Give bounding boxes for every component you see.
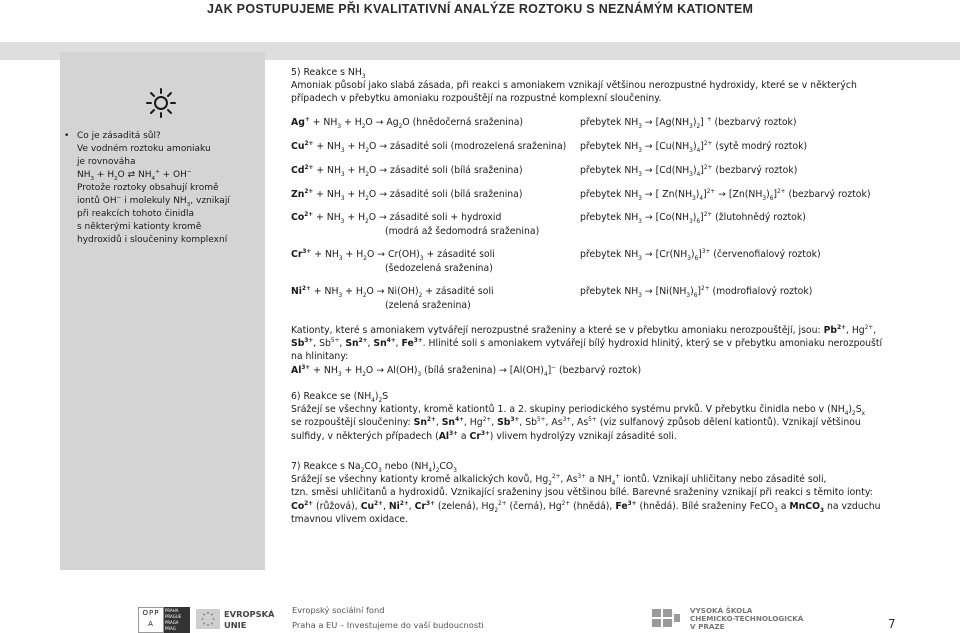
section-5-heading: 5) Reakce s $NH_3$ xyxy=(291,67,366,80)
school-line-1: VYSOKÁ ŠKOLA xyxy=(690,606,753,615)
reaction-cd-excess: přebytek $NH_3 \to [Cd(NH_3)_4]^{2+}$ (bezbarvý roztok) xyxy=(580,164,798,178)
eu-label-2: UNIE xyxy=(224,620,247,630)
reaction-co-note: (modrá až šedomodrá sraženina) xyxy=(385,226,540,237)
reaction-zn-excess: přebytek $NH_3$ → [ $Zn(NH_3)_4]^{2+} \to [Zn(NH_3)_6]^{2+}$ (bezbarvý roztok) xyxy=(580,188,871,202)
page-title: JAK POSTUPUJEME PŘI KVALITATIVNÍ ANALÝZE ROZTOKU S NEZNÁMÝM KATIONTEM xyxy=(207,2,754,16)
eu-label-1: EVROPSKÁ xyxy=(224,609,275,619)
reaction-ni: $Ni^{2+} + NH_3 + H_2O \to Ni(OH)_2$ + zásadité soli xyxy=(291,285,494,299)
page-number: 7 xyxy=(888,617,896,631)
reaction-ag-excess: přebytek $NH_3 \to [Ag(NH_3)_2]$ + (bezbarvý roztok) xyxy=(580,116,797,130)
opp-logo: OPP A xyxy=(138,607,164,633)
section-6: 6) Reakce se $(NH_4)_2S$ Srážejí se všechny kationty, kromě kationtů 1. a 2. skupiny periodického systému prvků. V přebytku činidla nebo v $(NH_4)_2S_x$ se rozpouštějí sloučeniny: $Sn^{2+}$, $Sn^{4+}$, $Hg^{2+}$, $Sb^{3+}$, $Sb^{5+}$, $As^{3+}$, $As^{5+}$ (viz sulfanový způsob dělení kationtů). Vznikají většinou sulfidy, v některých případech ($Al^{3+}$ a $Cr^{3+}$) vlivem hydrolýzy vznikají zásadité soli. xyxy=(291,390,941,443)
school-line-2: CHEMICKO-TECHNOLOGICKÁ xyxy=(690,614,804,623)
reaction-zn: $Zn^{2+} + NH_3 + H_2O$ → zásadité soli (bílá sraženina) xyxy=(291,188,523,202)
equilibrium-equation: $NH_3 + H_2O$ ⇄ $NH_4^+ + OH^-$ xyxy=(77,169,192,182)
reaction-cd: $Cd^{2+} + NH_3 + H_2O$ → zásadité soli (bílá sraženina) xyxy=(291,164,523,178)
insoluble-paragraph: Kationty, které s amoniakem vytvářejí nerozpustné sraženiny a které se v přebytku amoniaku nerozpouštějí, jsou: $Pb^{2+}$, $Hg^{2+}$, $Sb^{3+}$, $Sb^{5+}$, $Sn^{2+}$, $Sn^{4+}$, $Fe^{3+}$. Hlinité soli s amoniakem vytvářejí bílý hydroxid hlinitý, který se v přebytku amoniaku nerozpouští na hlinitany: $Al^{3+} + NH_3 + H_2O \to Al(OH)_3$ (bílá sraženina) → $[Al(OH)_4]^-$ (bezbarvý roztok) xyxy=(291,324,941,377)
reaction-cu: $Cu^{2+} + NH_3 + H_2O$ → zásadité soli (modrozelená sraženina) xyxy=(291,140,567,154)
vscht-logo-icon xyxy=(650,607,682,629)
reaction-cr-note: (šedozelená sraženina) xyxy=(385,263,493,274)
section-7: 7) Reakce s $Na_2CO_3$ nebo $(NH_4)_2CO_3$ Srážejí se všechny kationty kromě alkalických kovů, $Hg_2^{2+}$, $As^{3+}$ a $NH_4^+$ iontů. Vznikají uhličitany nebo zásadité soli, tzn. směsi uhličitanů a hydroxidů. Vznikající sraženiny jsou většinou bílé. Barevné sraženiny vznikají při reakci s těmito ionty: $Co^{2+}$ (růžová), $Cu^{2+}$, $Ni^{2+}$, $Cr^{3+}$ (zelená), $Hg_2^{2+}$ (černá), $Hg^{2+}$ (hnědá), $Fe^{3+}$ (hnědá). Bílé sraženiny FeCO$_3$ a MnCO$_3$ na vzduchu tmavnou vlivem oxidace. xyxy=(291,460,941,526)
reaction-ni-note: (zelená sraženina) xyxy=(385,300,471,311)
reaction-cr-excess: přebytek $NH_3 \to [Cr(NH_3)_6]^{3+}$ (červenofialový roztok) xyxy=(580,248,821,262)
sun-icon xyxy=(146,88,176,118)
eu-flag-icon xyxy=(196,609,220,629)
reaction-cr: $Cr^{3+} + NH_3 + H_2O \to Cr(OH)_3$ + zásadité soli xyxy=(291,248,495,262)
reaction-co-excess: přebytek $NH_3 \to [Co(NH_3)_6]^{2+}$ (žlutohnědý roztok) xyxy=(580,211,806,225)
reaction-co: $Co^{2+} + NH_3 + H_2O$ → zásadité soli + hydroxid xyxy=(291,211,502,225)
section-5: 5) Reakce s $NH_3$ Amoniak působí jako slabá zásada, při reakci s amoniakem vznikají většinou nerozpustné hydroxidy, které se v některých případech v přebytku amoniaku rozpouštějí na rozpustné komplexní sloučeniny. xyxy=(291,66,941,106)
sidebar-text: Co je zásaditá sůl? Ve vodném roztoku amoniaku je rovnováha $NH_3 + H_2O$ ⇄ $NH_4^+ + OH^-$ Protože roztoky obsahují kromě iontů OH− i molekuly $NH_3$, vznikají při reakcích tohoto činidla s některými kationty kromě hydroxidů i sloučeniny komplexní xyxy=(77,130,262,247)
section-6-heading: 6) Reakce se $(NH_4)_2S$ xyxy=(291,391,389,404)
reaction-cu-excess: přebytek $NH_3 \to [Cu(NH_3)_4]^{2+}$ (sytě modrý roztok) xyxy=(580,140,808,154)
equilibrium-arrows-icon: ⇄ xyxy=(127,170,136,180)
reaction-ag: $Ag^+ + NH_3 + H_2O \to Ag_2O$ (hnědočerná sraženina) xyxy=(291,116,524,130)
reaction-ni-excess: přebytek $NH_3 \to [Ni(NH_3)_6]^{2+}$ (modrofialový roztok) xyxy=(580,285,813,299)
fund-name: Evropský sociální fond xyxy=(292,605,385,615)
school-line-3: V PRAZE xyxy=(690,622,725,631)
aluminium-reaction: $Al^{3+} + NH_3 + H_2O \to Al(OH)_3$ (bílá sraženina) → $[Al(OH)_4]^-$ (bezbarvý roztok) xyxy=(291,364,642,378)
bullet: • xyxy=(64,131,70,141)
fund-tagline: Praha a EU – Investujeme do vaší budoucnosti xyxy=(292,620,484,630)
prague-logo: PRAHA PRAGUE PRAGA PRAG xyxy=(164,607,190,633)
section-7-heading: 7) Reakce s $Na_2CO_3$ nebo $(NH_4)_2CO_3$ xyxy=(291,461,457,474)
